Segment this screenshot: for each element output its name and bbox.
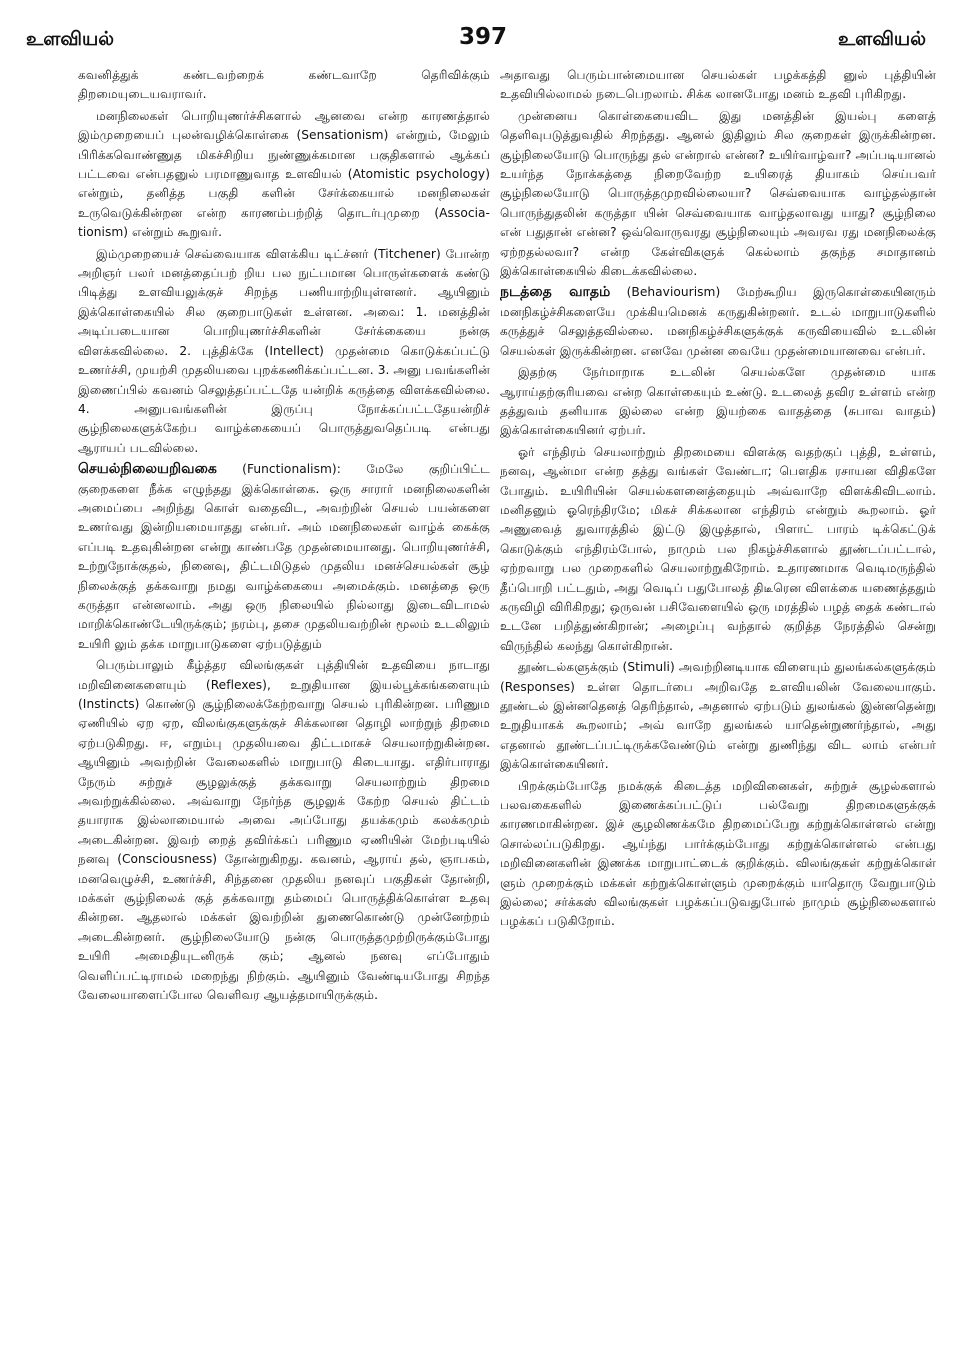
paragraph-text: (Behaviourism) மேற்கூறிய இருகொள்கையினரும் மனநிகழ்ச்சிகளையே முக்கியமெனக் கருதுகின்றனர். உடல் மாறுபாடுகளில் கருத்துச் செலுத்தவில்லை. மனநிகழ்ச்சிகளுக்குக் கருவியைவில் உடலின் செயல்கள் இருக்கின்றன. எனவே முன்ன வையே முதன்மையானவை என்பர். — [500, 285, 936, 358]
section-paragraph — [78, 460, 490, 654]
paragraph: மனநிலைகள் பொறியுணர்ச்சிகளால் ஆனவை என்ற காரணத்தால் இம்முறையைப் புலன்வழிக்கொள்கை (Sensationism) என்றும், மேலும் பிரிக்கவொண்ணுத மிகச்சிறிய நுண்ணுக்கமான பகுதிகளால் ஆக்கப் பட்டவை என்பதனுல் பரமாணுவாத உளவியல் (Atomistic psychology) என்றும், தனித்த பகுதி களின் சேர்க்கையால் மனநிலைகள் உருவெடுக்கின்றன என்ற காரணம்பற்றித் தொடர்புமுறை (Associa- tionism) என்றும் கூறுவர். — [78, 108, 490, 240]
section-heading: செயல்நிலையறிவகை — [78, 461, 217, 478]
paragraph: கவனித்துக் கண்டவற்றைக் கண்டவாறே தெரிவிக்கும் திறமையுடையவராவர். — [78, 68, 490, 102]
section-paragraph — [500, 283, 936, 361]
paragraph: ஓர் எந்திரம் செயலாற்றும் திறமையை விளக்கு வதற்குப் புத்தி, உள்ளம், நனவு, ஆன்மா என்ற தத்து வங்கள் வேண்டா; பௌதிக ரசாயன விதிகளே போதும். உயிரியின் செயல்களனைத்தையும் அவ்வாறே விளக்கிவிடலாம். மனிதனும் ஓரெந்திரமே; மிகச் சிக்கலான எந்திரம் என்றும் கூறலாம். ஓர் அணுவைத் துவாரத்தில் இட்டு இழுத்தால், பிளாட் பாரம் டிக்கெட்டுக் கொடுக்கும் எந்திரம்போல், நாமும் பல நிகழ்ச்சிகளால் தூண்டப்பட்டால், ஏற்றவாறு பல முறைகளில் செயலாற்றுகிறோம். உதாரணமாக வெடிமருந்தில் தீப்பொறி பட்டதும், அது வெடிப் பதுபோலத் திடீரென விளக்கை யணைத்ததும் கருவிழி விரிகிறது; ஒருவன் பசிவேளையில் ஒரு மரத்தில் பழத் தைக் கண்டால் உடனே பறித்துண்கிறான்; அழைப்பு வந்தால் குறித்த நேரத்தில் சென்று விருந்தில் கலந்து கொள்கிறான். — [500, 444, 936, 653]
paragraph: இதற்கு நேர்மாறாக உடலின் செயல்களே முதன்மை யாக ஆராய்தற்குரியவை என்ற கொள்கையும் உண்டு. உடலைத் தவிர உள்ளம் என்ற தத்துவம் தனியாக இல்லை என்ற இயற்கை வாதத்தை (சுபாவ வாதம்) இக்கொள்கையினர் ஏற்பர். — [500, 365, 936, 438]
left-column — [78, 66, 490, 1356]
paragraph: தூண்டல்களுக்கும் (Stimuli) அவற்றினடியாக விளையும் துலங்கல்களுக்கும் (Responses) உள்ள தொடர்பை அறிவதே உளவியலின் வேலையாகும். தூண்டல் இன்னதெனத் தெரிந்தால், அதனால் ஏற்படும் துலங்கல் இன்னதென்று உறுதியாகக் கூறலாம்; அவ் வாறே துலங்கல் யாதென்றுணர்ந்தால், அது எதனால் தூண்டப்பட்டிருக்கவேண்டும் என்று துணிந்து விட லாம் என்பர் இக்கொள்கையினர். — [500, 660, 936, 772]
paragraph: இம்முறையைச் செவ்வையாக விளக்கிய டிட்ச்னர் (Titchener) போன்ற அறிஞர் பலர் மனத்தைப்பற் றிய பல நுட்பமான பொருள்களைக் கண்டு பிடித்து உளவியலுக்குச் சிறந்த பணியாற்றியுள்ளனர். ஆயினும் இக்கொள்கையில் சில குறைபாடுகள் உள்ளன. அவை: 1. மனத்தின் அடிப்படையான பொறியுணர்ச்சிகளின் சேர்க்கையை நன்கு விளக்கவில்லை. 2. புத்திக்கே (Intellect) முதன்மை கொடுக்கப்பட்டு உணர்ச்சி, முயற்சி முதலியவை புறக்கணிக்கப்பட்டன. 3. அனு பவங்களின் இணைப்பில் கவனம் செலுத்தப்பட்டதே யன்றிக் கருத்தை விளக்கவில்லை. 4. அனுபவங்களின் இருப்பு நோக்கப்பட்டதேயன்றிச் சூழ்நிலைகளுக்கேற்ப வாழ்க்கையைப் பொருத்துவதெப்படி என்பது ஆராயப் படவில்லை. — [78, 246, 490, 455]
section-heading: நடத்தை வாதம் — [500, 284, 611, 301]
paragraph: அதாவது பெரும்பான்மையான செயல்கள் பழக்கத்தி னுல் புத்தியின் உதவியில்லாமல் நடைபெறலாம். சிக்க லானபோது மனம் உதவி புரிகிறது. — [500, 68, 936, 102]
paragraph: முன்னைய கொள்கையைவிட இது மனத்தின் இயல்பு களைத் தெளிவுபடுத்துவதில் சிறந்தது. ஆனல் இதிலும் சில குறைகள் இருக்கின்றன. சூழ்நிலையோடு பொருந்து தல் என்றால் என்ன? உயிர்வாழ்வா? அப்படியானல் உயர்ந்த நோக்கத்தை நிறைவேற்ற உயிரைத் தியாகம் செய்பவர் சூழ்நிலையோடு பொருத்தமுறவில்லையா? செவ்வையாக வாழ்தல்தான் பொருந்துதலின் கருத்தா யின் செவ்வையாக வாழ்தலாவது யாது? சூழ்நிலை என் பதுதான் என்ன? ஒவ்வொருவரது சூழ்நிலையும் அவரவ ரது மனநிலைக்கு ஏற்றதல்லவா? என்ற கேள்விகளுக் கெல்லாம் தகுந்த சமாதானம் இக்கொள்கையில் கிடைக்கவில்லை. — [500, 108, 936, 279]
running-head-left: உளவியல் — [26, 28, 115, 50]
right-column — [500, 66, 936, 1356]
page-header — [0, 24, 966, 58]
paragraph: பிறக்கும்போதே நமக்குக் கிடைத்த மறிவினைகள், சுற்றுச் சூழல்களால் பலவகைகளில் இணைக்கப்பட்டுப் பல்வேறு திறமைகளுக்குக் காரணமாகின்றன. இச் சூழலிணக்கமே திறமைப்பேறு கற்றுக்கொள்ளல் என்று சொல்லப்படுகிறது. ஆய்ந்து பார்க்கும்போது கற்றுக்கொள்ளல் என்பது மறிவினைகளின் இணக்க மாறுபாட்டைக் குறிக்கும். விலங்குகள் கற்றுக்கொள் ளும் முறைக்கும் மக்கள் கற்றுக்கொள்ளும் முறைக்கும் யாதொரு வேறுபாடும் இல்லை; சர்க்கஸ் விலங்குகள் பழக்கப்படுவதுபோல் நாமும் சூழ்நிலைகளால் பழக்கப் படுகிறோம். — [500, 778, 936, 929]
paragraph-text: (Functionalism): மேலே குறிப்பிட்ட குறைகளை நீக்க எழுந்தது இக்கொள்கை. ஒரு சாரார் மனநிலைகளின் அமைப்பை அறிந்து கொள் வதைவிட, அவற்றின் செயல் பயன்களை உணர்வது இன்றியமையாதது என்பர். அம் மனநிலைகள் வாழ்க் கைக்கு எப்படி உதவுகின்றன என்று காண்பதே முதன்மையானது. பொறியுணர்ச்சி, உற்றுநோக்குதல், நினைவு, திட்டமிடுதல் முதலிய மனச்செயல்கள் சூழ் நிலைக்குத் தக்கவாறு நமது வாழ்க்கையை அமைக்கும். மனத்தை ஒரு கருத்தா என்னலாம். அது ஒரு நிலையில் நில்லாது இடைவிடாமல் மாறிக்கொண்டேயிருக்கும்; நரம்பு, தசை முதலியவற்றின் மூலம் உடலிலும் உயிரி லும் தக்க மாறுபாடுகளை ஏற்படுத்தும் — [78, 462, 490, 651]
page-number: 397 — [458, 24, 507, 50]
paragraph: பெரும்பாலும் கீழ்த்தர விலங்குகள் புத்தியின் உதவியை நாடாது மறிவினைகளையும் (Reflexes), உறுதியான இயல்பூக்கங்களையும் (Instincts) கொண்டு சூழ்நிலைக்கேற்றவாறு செயல் புரிகின்றன. பரிணும ஏணியில் ஏற ஏற, விலங்குகளுக்குச் சிக்கலான தொழி லாற்றுந் திறமை ஏற்படுகிறது. ஈ, எறும்பு முதலியவை திட்டமாகச் செயலாற்றுகின்றன. ஆயினும் அவற்றின் வேலைகளில் மாறுபாடு கிடையாது. எதிர்பாராது நேரும் சுற்றுச் சூழலுக்குத் தக்கவாறு செயலாற்றும் திறமை அவற்றுக்கில்லை. அவ்வாறு நேர்ந்த சூழலுக் கேற்ற செயல் திட்டம் தயாராக இல்லாமையால் அவை அப்போது தயக்கமும் கலக்கமும் அடைகின்றன. இவற் றைத் தவிர்க்கப் பரிணும ஏணியின் மேற்படியில் நனவு (Consciousness) தோன்றுகிறது. கவனம், ஆராய் தல், ஞாபகம், மனவெழுச்சி, உணர்ச்சி, சிந்தனை முதலிய நனவுப் பகுதிகள் தோன்றி, மக்கள் சூழ்நிலைக் குத் தக்கவாறு தம்மைப் பொருத்திக்கொள்ள உதவு கின்றன. ஆதலால் மக்கள் இவற்றின் துணைகொண்டு முன்னேற்றம் அடைகின்றனர். சூழ்நிலையோடு நன்கு பொருத்தமுற்றிருக்கும்போது உயிரி அமைதியுடனிருக் கும்; ஆனல் நனவு எப்போதும் வெளிப்பட்டிராமல் மறைந்து நிற்கும். ஆயினும் வேண்டியபோது சிறந்த வேலையாளைப்போல வெளிவர ஆயத்தமாயிருக்கும். — [78, 658, 490, 1003]
running-head-right: உளவியல் — [837, 28, 926, 50]
